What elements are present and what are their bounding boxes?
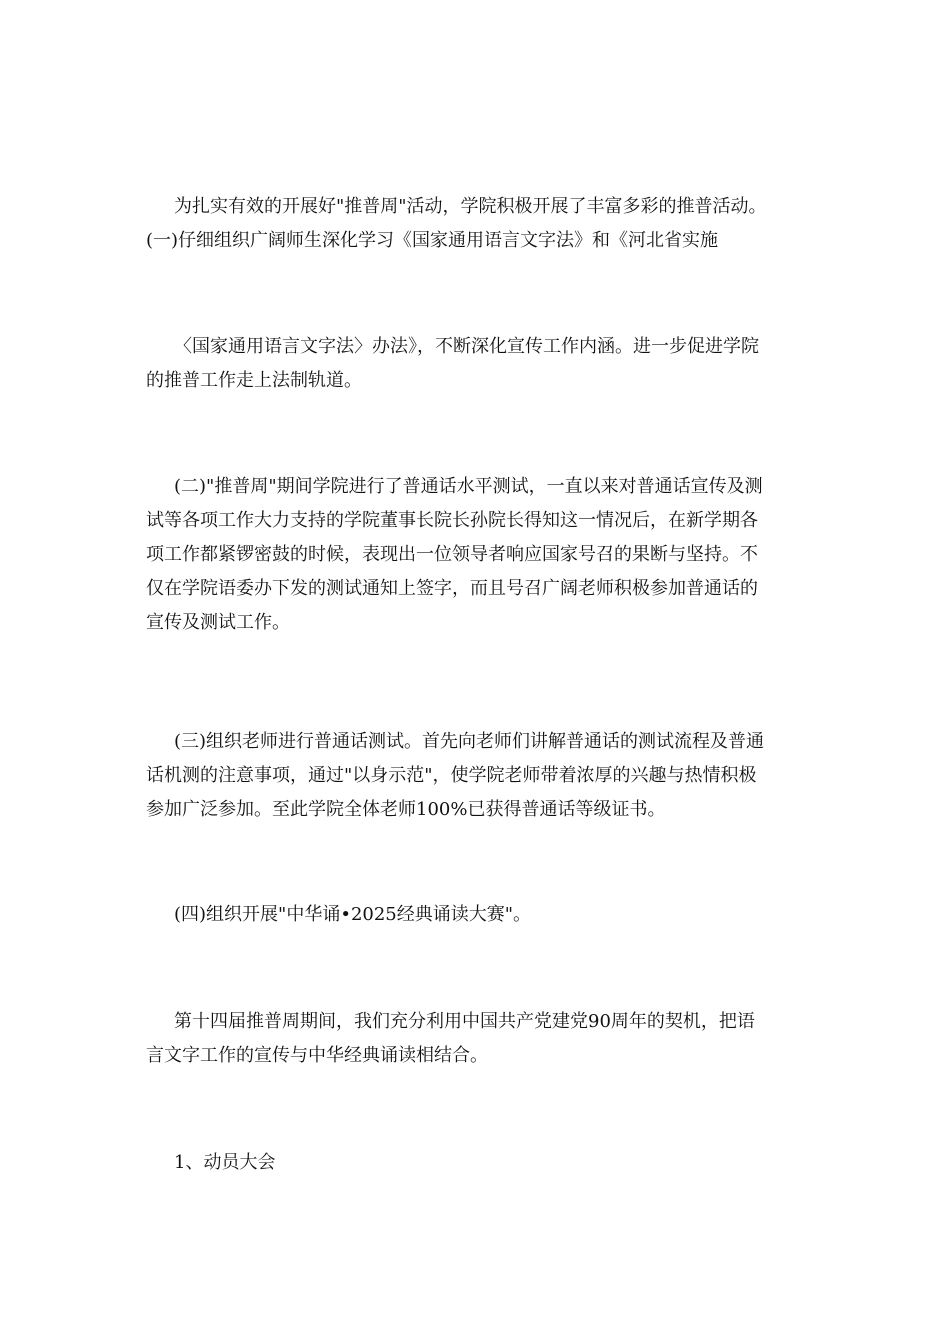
text-line: 宣传及测试工作。 xyxy=(146,612,290,633)
paragraph-campaign xyxy=(146,1005,816,1073)
text-line: 参加广泛参加。至此学院全体老师100%已获得普通话等级证书。 xyxy=(146,799,666,820)
text-line: 言文字工作的宣传与中华经典诵读相结合。 xyxy=(146,1045,488,1066)
text-line: 第十四届推普周期间，我们充分利用中国共产党建党90周年的契机，把语 xyxy=(174,1011,755,1032)
paragraph-intro xyxy=(146,190,816,258)
text-line: (二)"推普周"期间学院进行了普通话水平测试，一直以来对普通话宣传及测 xyxy=(174,476,763,497)
text-line: 1、动员大会 xyxy=(174,1152,276,1173)
paragraph-item-three xyxy=(146,725,816,827)
text-line: (四)组织开展"中华诵•2025经典诵读大赛"。 xyxy=(174,904,532,925)
text-line: (一)仔细组织广阔师生深化学习《国家通用语言文字法》和《河北省实施 xyxy=(146,230,719,251)
text-line: 仅在学院语委办下发的测试通知上签字，而且号召广阔老师积极参加普通话的 xyxy=(146,578,758,599)
paragraph-item-two xyxy=(146,470,816,640)
paragraph-mobilization-heading xyxy=(146,1146,816,1180)
text-line: 〈国家通用语言文字法〉办法》，不断深化宣传工作内涵。进一步促进学院 xyxy=(174,336,759,357)
text-line: (三)组织老师进行普通话测试。首先向老师们讲解普通话的测试流程及普通 xyxy=(174,731,765,752)
text-line: 项工作都紧锣密鼓的时候，表现出一位领导者响应国家号召的果断与坚持。不 xyxy=(146,544,758,565)
paragraph-item-four xyxy=(146,898,816,932)
text-line: 为扎实有效的开展好"推普周"活动，学院积极开展了丰富多彩的推普活动。 xyxy=(174,196,767,217)
text-line: 试等各项工作大力支持的学院董事长院长孙院长得知这一情况后，在新学期各 xyxy=(146,510,758,531)
text-line: 话机测的注意事项，通过"以身示范"，使学院老师带着浓厚的兴趣与热情积极 xyxy=(146,765,757,786)
text-line: 的推普工作走上法制轨道。 xyxy=(146,370,362,391)
paragraph-item-one-continued xyxy=(146,330,816,398)
